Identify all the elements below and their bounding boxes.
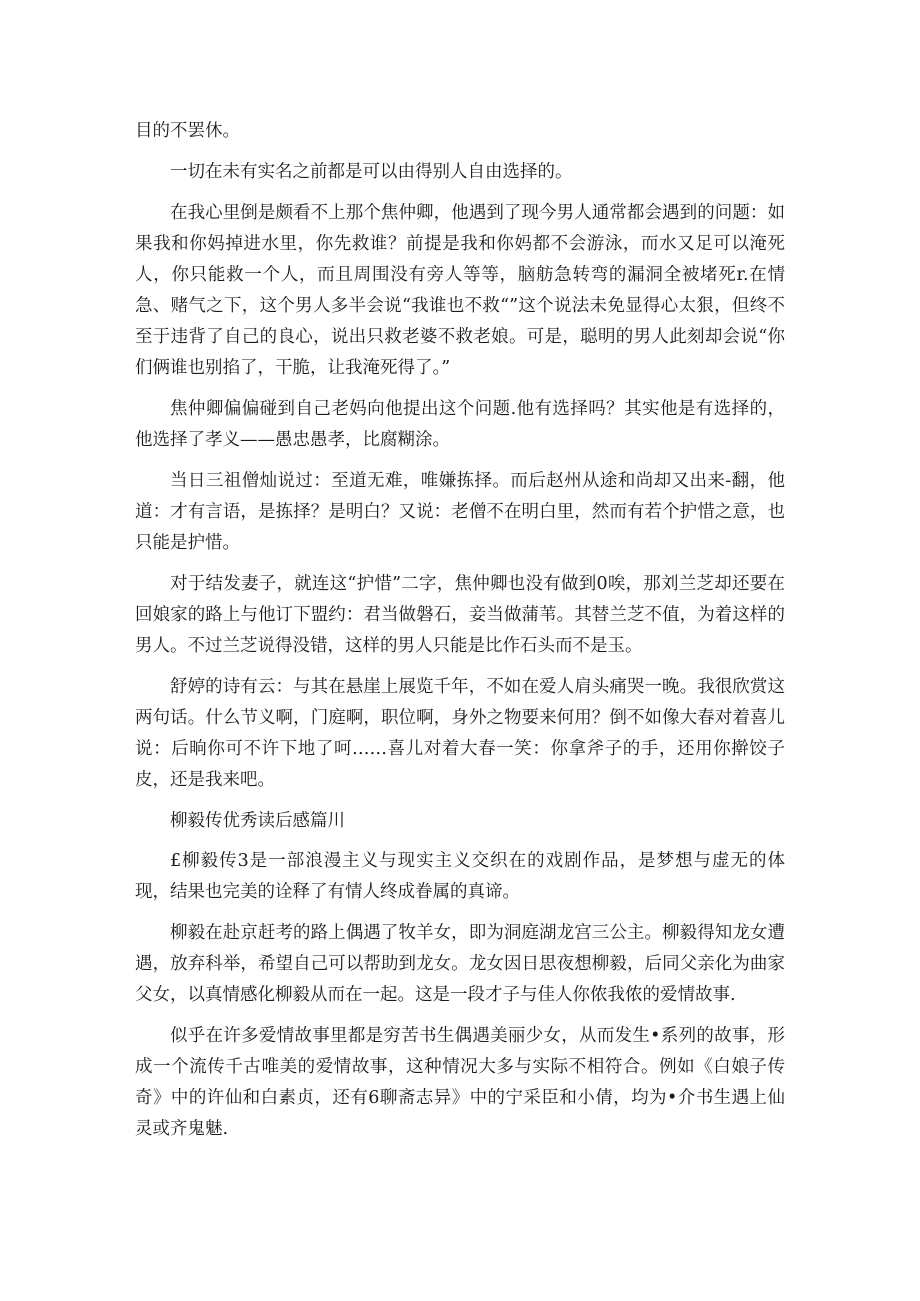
section-paragraph-3: 似乎在许多爱情故事里都是穷苦书生偶遇美丽少女，从而发生•系列的故事，形成一个流传千古唯美的爱情故事，这种情况大多与实际不相符合。例如《白娘子传奇》中的许仙和白素贞，还有6聊斋志异》中的宁采臣和小倩，均为•介书生遇上仙灵或齐鬼魅.	[135, 1026, 785, 1139]
section-paragraph-2: 柳毅在赴京赶考的路上偶遇了牧羊女，即为洞庭湖龙宫三公主。柳毅得知龙女遭遇，放弃科举，希望自己可以帮助到龙女。龙女因日思夜想柳毅，后同父亲化为曲家父女，以真情感化柳毅从而在一起。这是一段才子与佳人你侬我侬的爱情故事.	[135, 923, 785, 1005]
paragraph-6: 对于结发妻子，就连这“护惜”二字，焦仲卿也没有做到0唉，那刘兰芝却还要在回娘家的路上与他订下盟约：君当做磐石，妾当做蒲苇。其替兰芝不值，为着这样的男人。不过兰芝说得没错，这样的男人只能是比作石头而不是玉。	[135, 574, 785, 656]
paragraph-2: 一切在未有实名之前都是可以由得别人自由选择的。	[170, 162, 573, 182]
document-body	[135, 116, 785, 1155]
paragraph-1: 目的不罢休。	[135, 121, 240, 141]
paragraph-3: 在我心里倒是颇看不上那个焦仲卿，他遇到了现今男人通常都会遇到的问题：如果我和你妈掉进水里，你先救谁？前提是我和你妈都不会游泳，而水又足可以淹死人，你只能救一个人，而且周围没有旁人等等，脑舫急转弯的漏洞全被堵死r.在情急、赌气之下，这个男人多半会说“我谁也不救“”这个说法未免显得心太狠，但终不至于违背了自己的良心，说出只救老婆不救老娘。可是，聪明的男人此刻却会说“你们俩谁也别掐了，干脆，让我淹死得了。”	[135, 203, 785, 378]
section-heading: 柳毅传优秀读后感篇川	[170, 811, 345, 831]
paragraph-4: 焦仲卿偏偏碰到自己老妈向他提出这个问题.他有选择吗？其实他是有选择的，他选择了孝义——愚忠愚孝，比腐糊涂。	[135, 399, 785, 450]
section-paragraph-1: £柳毅传3是一部浪漫主义与现实主义交织在的戏剧作品，是梦想与虚无的体现，结果也完美的诠释了有情人终成眷属的真谛。	[135, 851, 785, 902]
paragraph-7: 舒婷的诗有云：与其在悬崖上展览千年，不如在爱人肩头痛哭一晚。我很欣赏这两句话。什么节义啊，门庭啊，职位啊，身外之物要来何用？倒不如像大春对着喜儿说：后晌你可不许下地了呵……喜儿对着大春一笑：你拿斧子的手，还用你擀饺子皮，还是我来吧。	[135, 677, 785, 790]
paragraph-5: 当日三祖僧灿说过：至道无难，唯嫌拣择。而后赵州从途和尚却又出来-翻，他道：才有言语，是拣择？是明白？又说：老僧不在明白里，然而有若个护惜之意，也只能是护惜。	[135, 471, 785, 553]
